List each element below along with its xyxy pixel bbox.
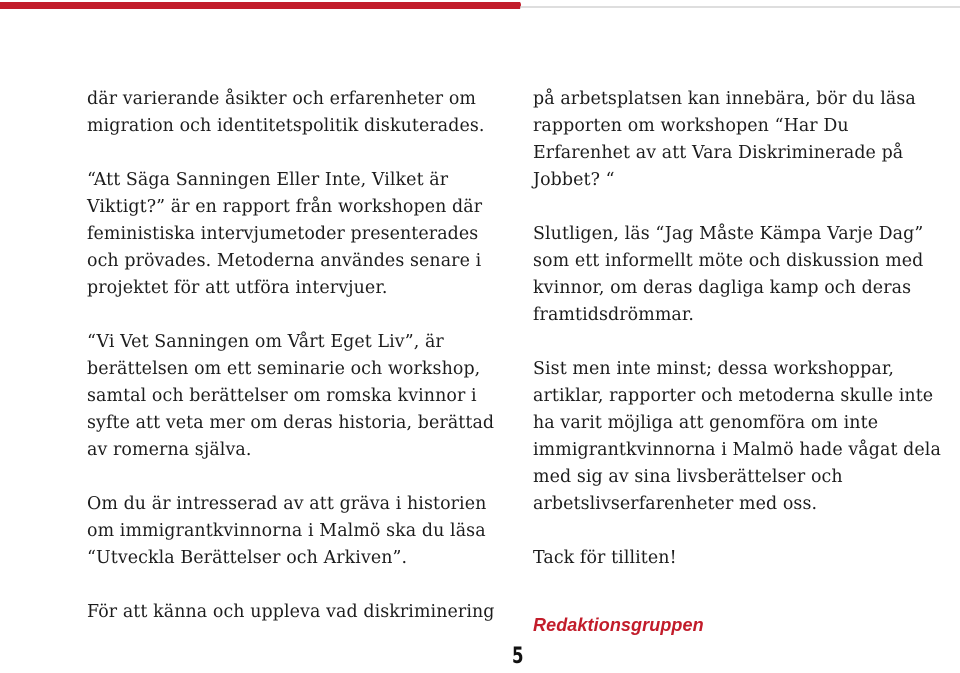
left-column [87, 86, 507, 653]
paragraph: Tack för tilliten! [533, 548, 677, 568]
right-column [533, 86, 948, 666]
signature: Redaktionsgruppen [533, 615, 704, 635]
top-red-rule [0, 0, 960, 14]
paragraph: på arbetsplatsen kan innebära, bör du läsa rapporten om workshopen “Har Du Erfarenhet av att Vara Diskriminerade på Jobbet? “ [533, 89, 916, 190]
page-number: 5 [512, 644, 524, 669]
paragraph: Om du är intresserad av att gräva i historien om immigrantkvinnorna i Malmö ska du läsa “Utveckla Berättelser och Arkiven”. [87, 494, 487, 568]
paragraph: Sist men inte minst; dessa workshoppar, artiklar, rapporter och metoderna skulle inte ha varit möjliga att genomföra om inte immigrantkvinnorna i Malmö hade vågat dela med sig av sina livsberättelser och arbetslivserfarenheter med oss. [533, 359, 941, 514]
paragraph: “Att Säga Sanningen Eller Inte, Vilket är Viktigt?” är en rapport från workshopen där feministiska intervjumetoder presenterades och prövades. Metoderna användes senare i projektet för att utföra intervjuer. [87, 170, 483, 298]
paragraph: Slutligen, läs “Jag Måste Kämpa Varje Dag” som ett informellt möte och diskussion med kvinnor, om deras dagliga kamp och deras framtidsdrömmar. [533, 224, 924, 325]
paragraph: “Vi Vet Sanningen om Vårt Eget Liv”, är berättelsen om ett seminarie och workshop, samtal och berättelser om romska kvinnor i syfte att veta mer om deras historia, berättad av romerna själva. [87, 332, 495, 460]
paragraph: För att känna och uppleva vad diskriminering [87, 602, 495, 622]
paragraph: där varierande åsikter och erfarenheter om migration och identitetspolitik diskuterades. [87, 89, 485, 136]
